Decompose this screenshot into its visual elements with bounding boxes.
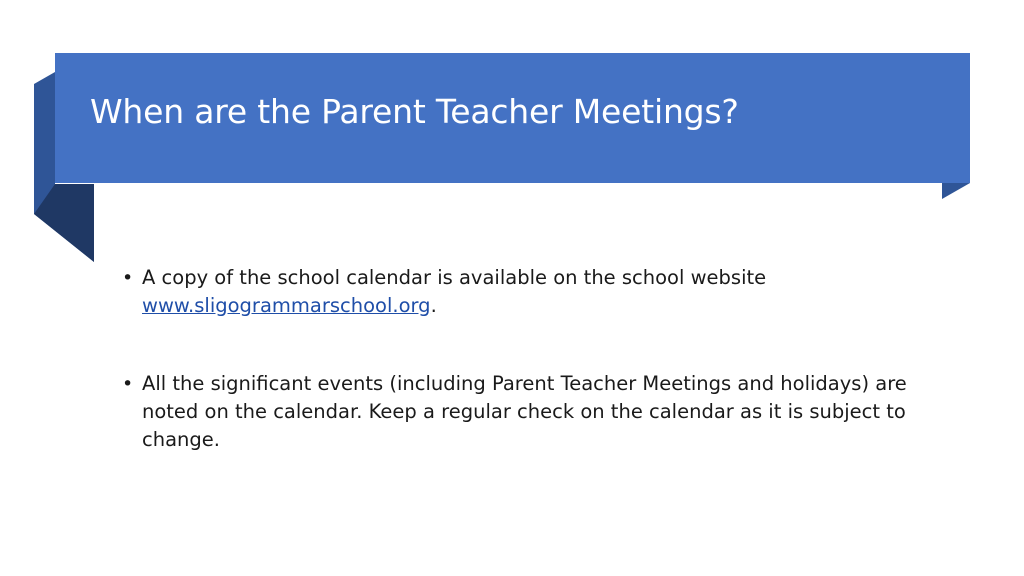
ribbon-right-fold bbox=[942, 183, 970, 199]
bullet-text-period: . bbox=[430, 294, 437, 317]
bullet-text-events: All the significant events (including Parent Teacher Meetings and holidays) are noted on the calendar. Keep a regular check on the calendar as it is subject to change. bbox=[142, 372, 907, 451]
bullet-item-calendar bbox=[120, 264, 940, 320]
bullet-text-calendar: A copy of the school calendar is available on the school website bbox=[142, 266, 767, 289]
bullet-list bbox=[120, 264, 940, 454]
bullet-dot-icon: • bbox=[122, 267, 134, 289]
bullet-dot-icon: • bbox=[122, 373, 134, 395]
bullet-item-events bbox=[120, 370, 940, 454]
school-website-link[interactable]: www.sligogrammarschool.org bbox=[142, 294, 431, 317]
slide-title: When are the Parent Teacher Meetings? bbox=[90, 92, 739, 131]
